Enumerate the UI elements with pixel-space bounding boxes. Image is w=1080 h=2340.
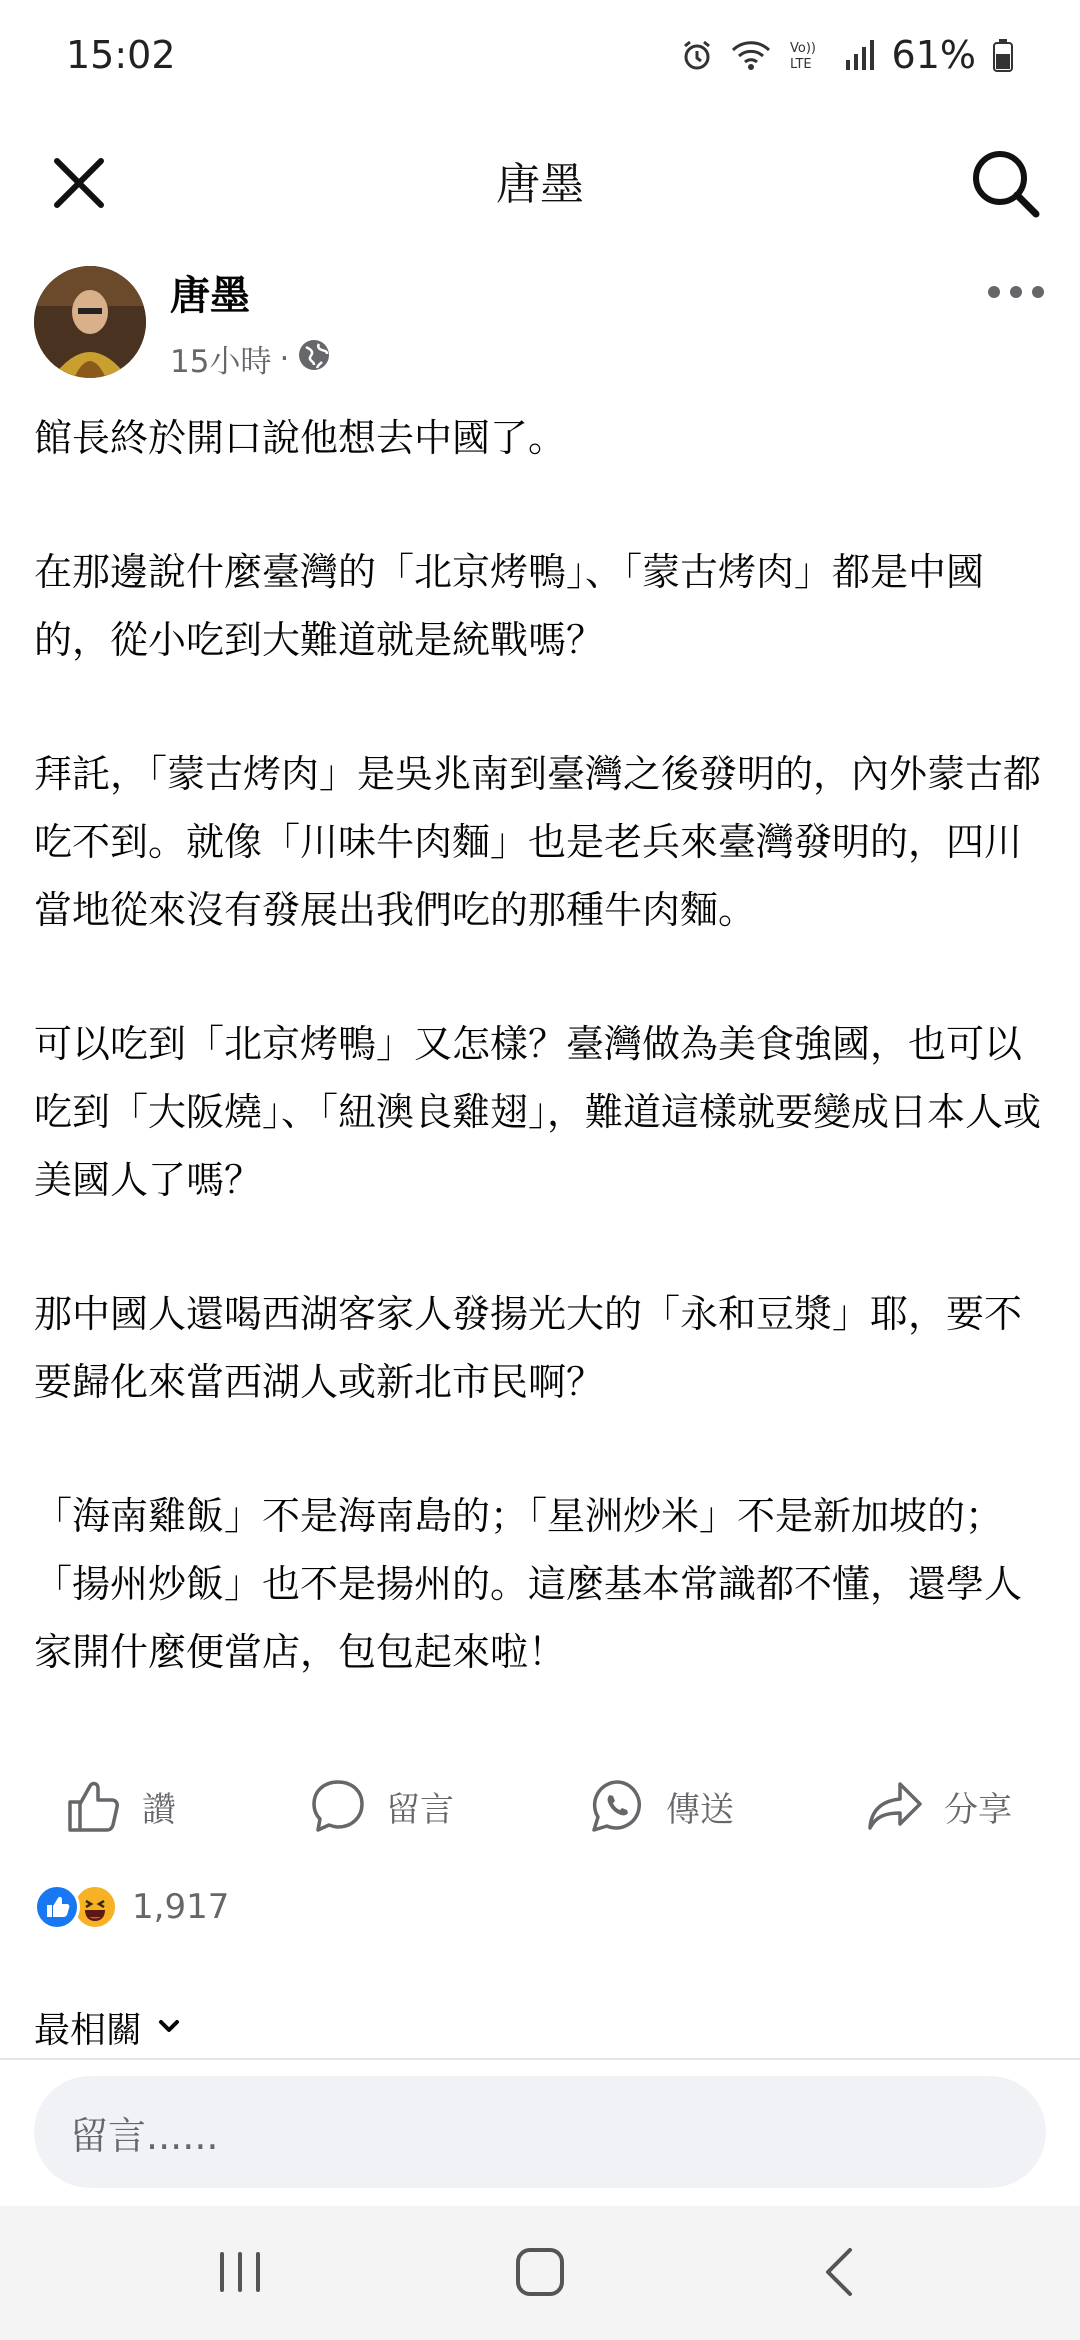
reactions-summary[interactable] xyxy=(34,1884,229,1930)
status-time: 15:02 xyxy=(66,33,176,77)
post-paragraph: 在那邊說什麼臺灣的「北京烤鴨」、「蒙古烤肉」都是中國的，從小吃到大難道就是統戰嗎？ xyxy=(34,550,985,662)
more-options-icon[interactable] xyxy=(986,272,1046,312)
alarm-icon xyxy=(680,38,714,72)
post-paragraph: 「海南雞飯」不是海南島的；「星洲炒米」不是新加坡的；「揚州炒飯」也不是揚州的。這麼基本常識都不懂，還學人家開什麼便當店，包包起來啦！ xyxy=(34,1494,1023,1674)
like-reaction-icon xyxy=(34,1884,80,1930)
chevron-down-icon xyxy=(156,2007,182,2048)
close-icon[interactable] xyxy=(44,148,114,218)
post-body xyxy=(34,404,1046,1752)
comment-icon xyxy=(310,1778,366,1834)
status-bar xyxy=(0,0,1080,110)
globe-icon xyxy=(297,338,331,380)
post-meta xyxy=(170,336,331,381)
comment-sort-dropdown[interactable] xyxy=(34,2002,182,2053)
search-icon[interactable] xyxy=(968,146,1042,220)
svg-text:Vo)): Vo)) xyxy=(789,41,816,56)
top-bar xyxy=(0,110,1080,250)
signal-icon xyxy=(844,38,876,72)
comment-composer xyxy=(0,2060,1080,2206)
battery-icon xyxy=(992,38,1014,72)
status-icons xyxy=(680,33,1014,77)
comment-placeholder: 留言...... xyxy=(70,2113,219,2158)
post-paragraph: 拜託，「蒙古烤肉」是吳兆南到臺灣之後發明的，內外蒙古都吃不到。就像「川味牛肉麵」也是老兵來臺灣發明的，四川當地從來沒有發展出我們吃的那種牛肉麵。 xyxy=(34,752,1042,932)
volte-icon xyxy=(788,38,828,72)
svg-text:LTE: LTE xyxy=(789,57,812,72)
share-button[interactable] xyxy=(866,1778,1012,1834)
page-title: 唐墨 xyxy=(496,159,584,210)
system-nav-bar xyxy=(0,2206,1080,2340)
comment-input[interactable] xyxy=(34,2076,1046,2188)
back-icon[interactable] xyxy=(812,2242,872,2302)
post-header xyxy=(34,264,1046,384)
reaction-count: 1,917 xyxy=(132,1887,230,1927)
post-paragraph: 那中國人還喝西湖客家人發揚光大的「永和豆漿」耶，要不要歸化來當西湖人或新北市民啊？ xyxy=(34,1292,1023,1404)
post-paragraph: 館長終於開口說他想去中國了。 xyxy=(34,416,567,460)
share-label: 分享 xyxy=(944,1789,1012,1830)
comment-button[interactable] xyxy=(310,1778,454,1834)
recent-apps-icon[interactable] xyxy=(210,2242,270,2302)
post-paragraph: 可以吃到「北京烤鴨」又怎樣？臺灣做為美食強國，也可以吃到「大阪燒」、「紐澳良雞翅」，難道這樣就要變成日本人或美國人了嗎？ xyxy=(34,1022,1042,1202)
post-actions xyxy=(0,1766,1080,1856)
battery-percent: 61% xyxy=(891,33,976,77)
comment-label: 留言 xyxy=(386,1789,454,1830)
send-label: 傳送 xyxy=(666,1789,734,1830)
meta-separator: · xyxy=(279,340,290,377)
wifi-icon xyxy=(730,38,772,72)
post-time[interactable]: 15小時 xyxy=(170,344,272,380)
sort-label: 最相關 xyxy=(34,2010,143,2051)
whatsapp-icon xyxy=(590,1778,646,1834)
avatar[interactable] xyxy=(34,266,146,378)
share-icon xyxy=(866,1778,924,1834)
send-button[interactable] xyxy=(590,1778,734,1834)
author-name[interactable]: 唐墨 xyxy=(170,273,250,319)
home-icon[interactable] xyxy=(510,2242,570,2302)
like-button[interactable] xyxy=(66,1778,176,1834)
like-icon xyxy=(66,1778,122,1834)
like-label: 讚 xyxy=(142,1789,176,1830)
